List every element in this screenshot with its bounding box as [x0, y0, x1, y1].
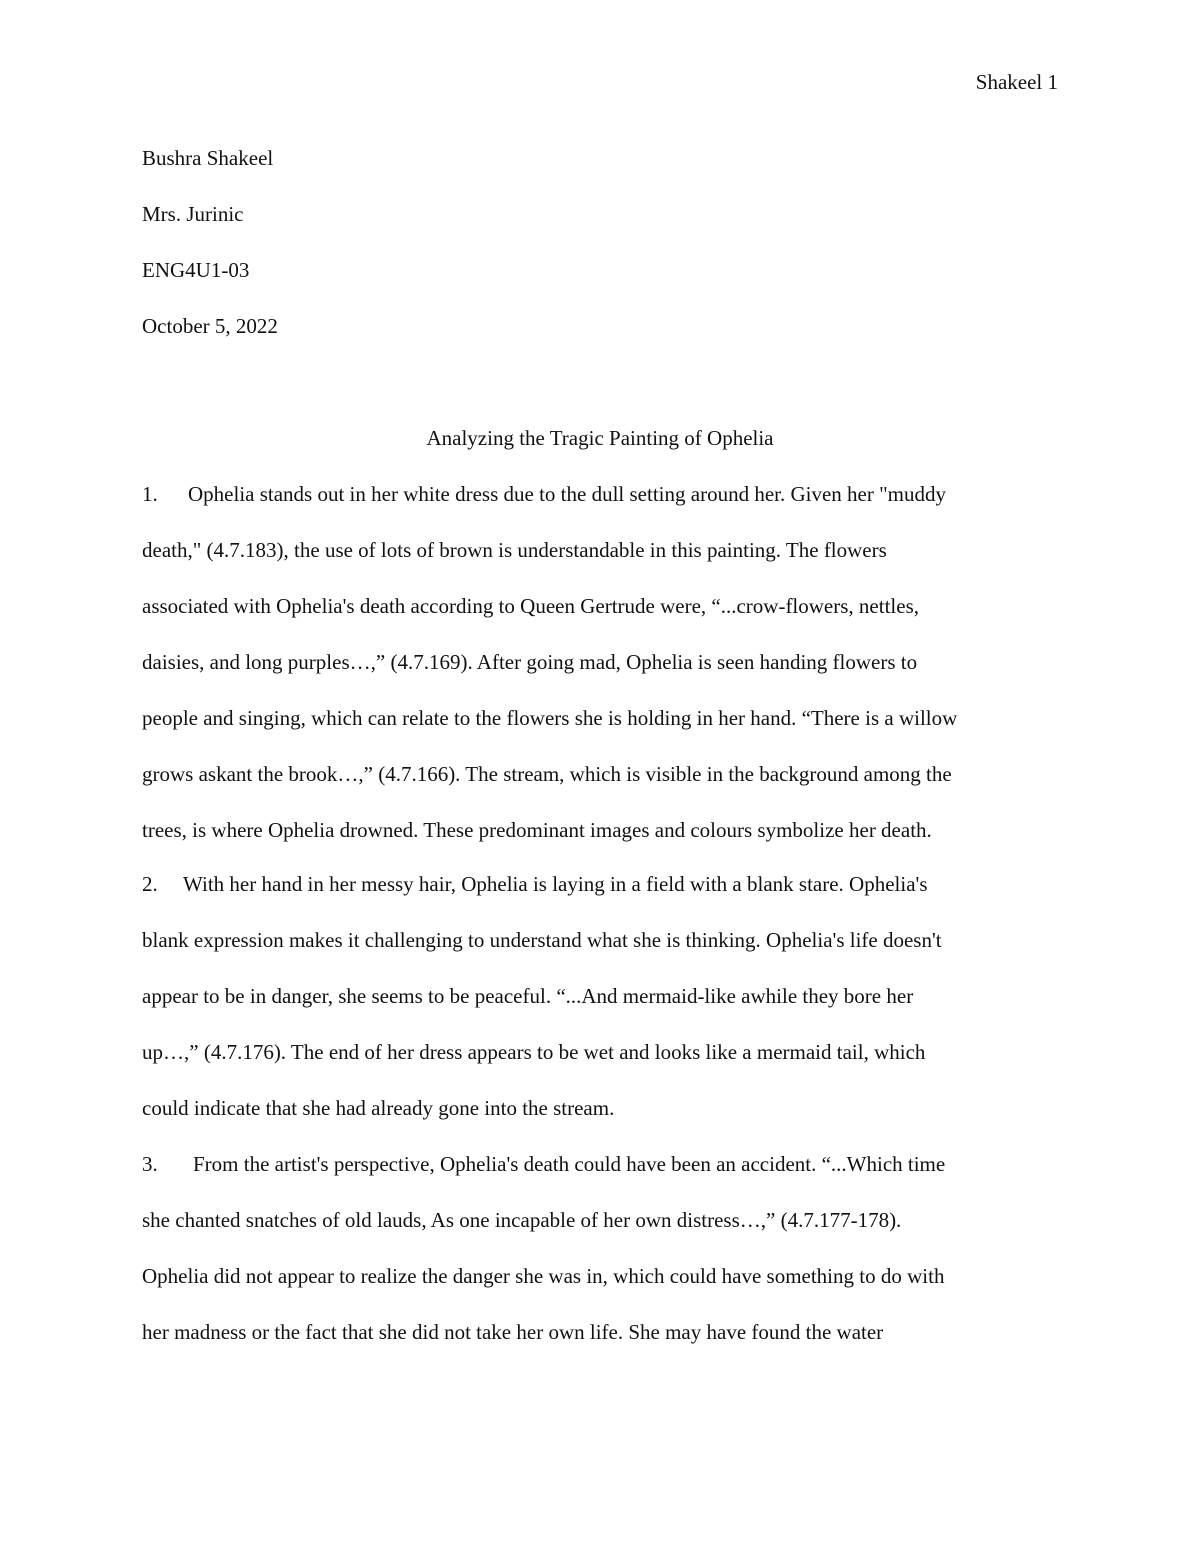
list-number: 2. — [142, 872, 158, 896]
date: October 5, 2022 — [142, 314, 278, 338]
body-line — [142, 1206, 1062, 1262]
line-text: associated with Ophelia's death according to Queen Gertrude were, “...crow-flowers, nettles, — [142, 594, 919, 618]
body-line — [142, 982, 1062, 1038]
line-text: blank expression makes it challenging to understand what she is thinking. Ophelia's life doesn't — [142, 928, 942, 952]
student-name: Bushra Shakeel — [142, 146, 274, 170]
line-text: From the artist's perspective, Ophelia's death could have been an accident. “...Which time — [193, 1152, 946, 1176]
body-line — [142, 480, 1062, 536]
line-text: appear to be in danger, she seems to be peaceful. “...And mermaid-like awhile they bore her — [142, 984, 914, 1008]
body-line — [142, 592, 1062, 648]
list-number: 3. — [142, 1152, 158, 1176]
line-text: up…,” (4.7.176). The end of her dress appears to be wet and looks like a mermaid tail, which — [142, 1040, 926, 1064]
mla-heading — [142, 144, 278, 368]
body-line — [142, 1262, 1062, 1318]
line-text: death," (4.7.183), the use of lots of brown is understandable in this painting. The flowers — [142, 538, 887, 562]
body-line — [142, 926, 1062, 982]
body-line — [142, 1094, 1062, 1150]
line-text: could indicate that she had already gone into the stream. — [142, 1096, 615, 1120]
body-line — [142, 1318, 1062, 1374]
body-line — [142, 536, 1062, 592]
body-line — [142, 1038, 1062, 1094]
running-head: Shakeel 1 — [975, 70, 1058, 94]
line-text: trees, is where Ophelia drowned. These predominant images and colours symbolize her death. — [142, 818, 932, 842]
essay-body — [142, 480, 1062, 1374]
course-code: ENG4U1-03 — [142, 258, 250, 282]
line-text: Ophelia did not appear to realize the danger she was in, which could have something to do with — [142, 1264, 945, 1288]
essay-title: Analyzing the Tragic Painting of Ophelia — [426, 426, 774, 450]
body-line — [142, 704, 1062, 760]
line-text: her madness or the fact that she did not take her own life. She may have found the water — [142, 1320, 884, 1344]
list-number: 1. — [142, 482, 158, 506]
body-line — [142, 1150, 1062, 1206]
line-text: daisies, and long purples…,” (4.7.169). After going mad, Ophelia is seen handing flowers to — [142, 650, 918, 674]
line-text: people and singing, which can relate to the flowers she is holding in her hand. “There is a willow — [142, 706, 958, 730]
body-line — [142, 816, 1062, 870]
body-line — [142, 760, 1062, 816]
body-line — [142, 648, 1062, 704]
line-text: With her hand in her messy hair, Ophelia is laying in a field with a blank stare. Ophelia's — [183, 872, 928, 896]
line-text: she chanted snatches of old lauds, As one incapable of her own distress…,” (4.7.177-178). — [142, 1208, 902, 1232]
body-line — [142, 870, 1062, 926]
line-text: grows askant the brook…,” (4.7.166). The stream, which is visible in the background among the — [142, 762, 952, 786]
teacher-name: Mrs. Jurinic — [142, 202, 244, 226]
line-text: Ophelia stands out in her white dress due to the dull setting around her. Given her "muddy — [188, 482, 947, 506]
